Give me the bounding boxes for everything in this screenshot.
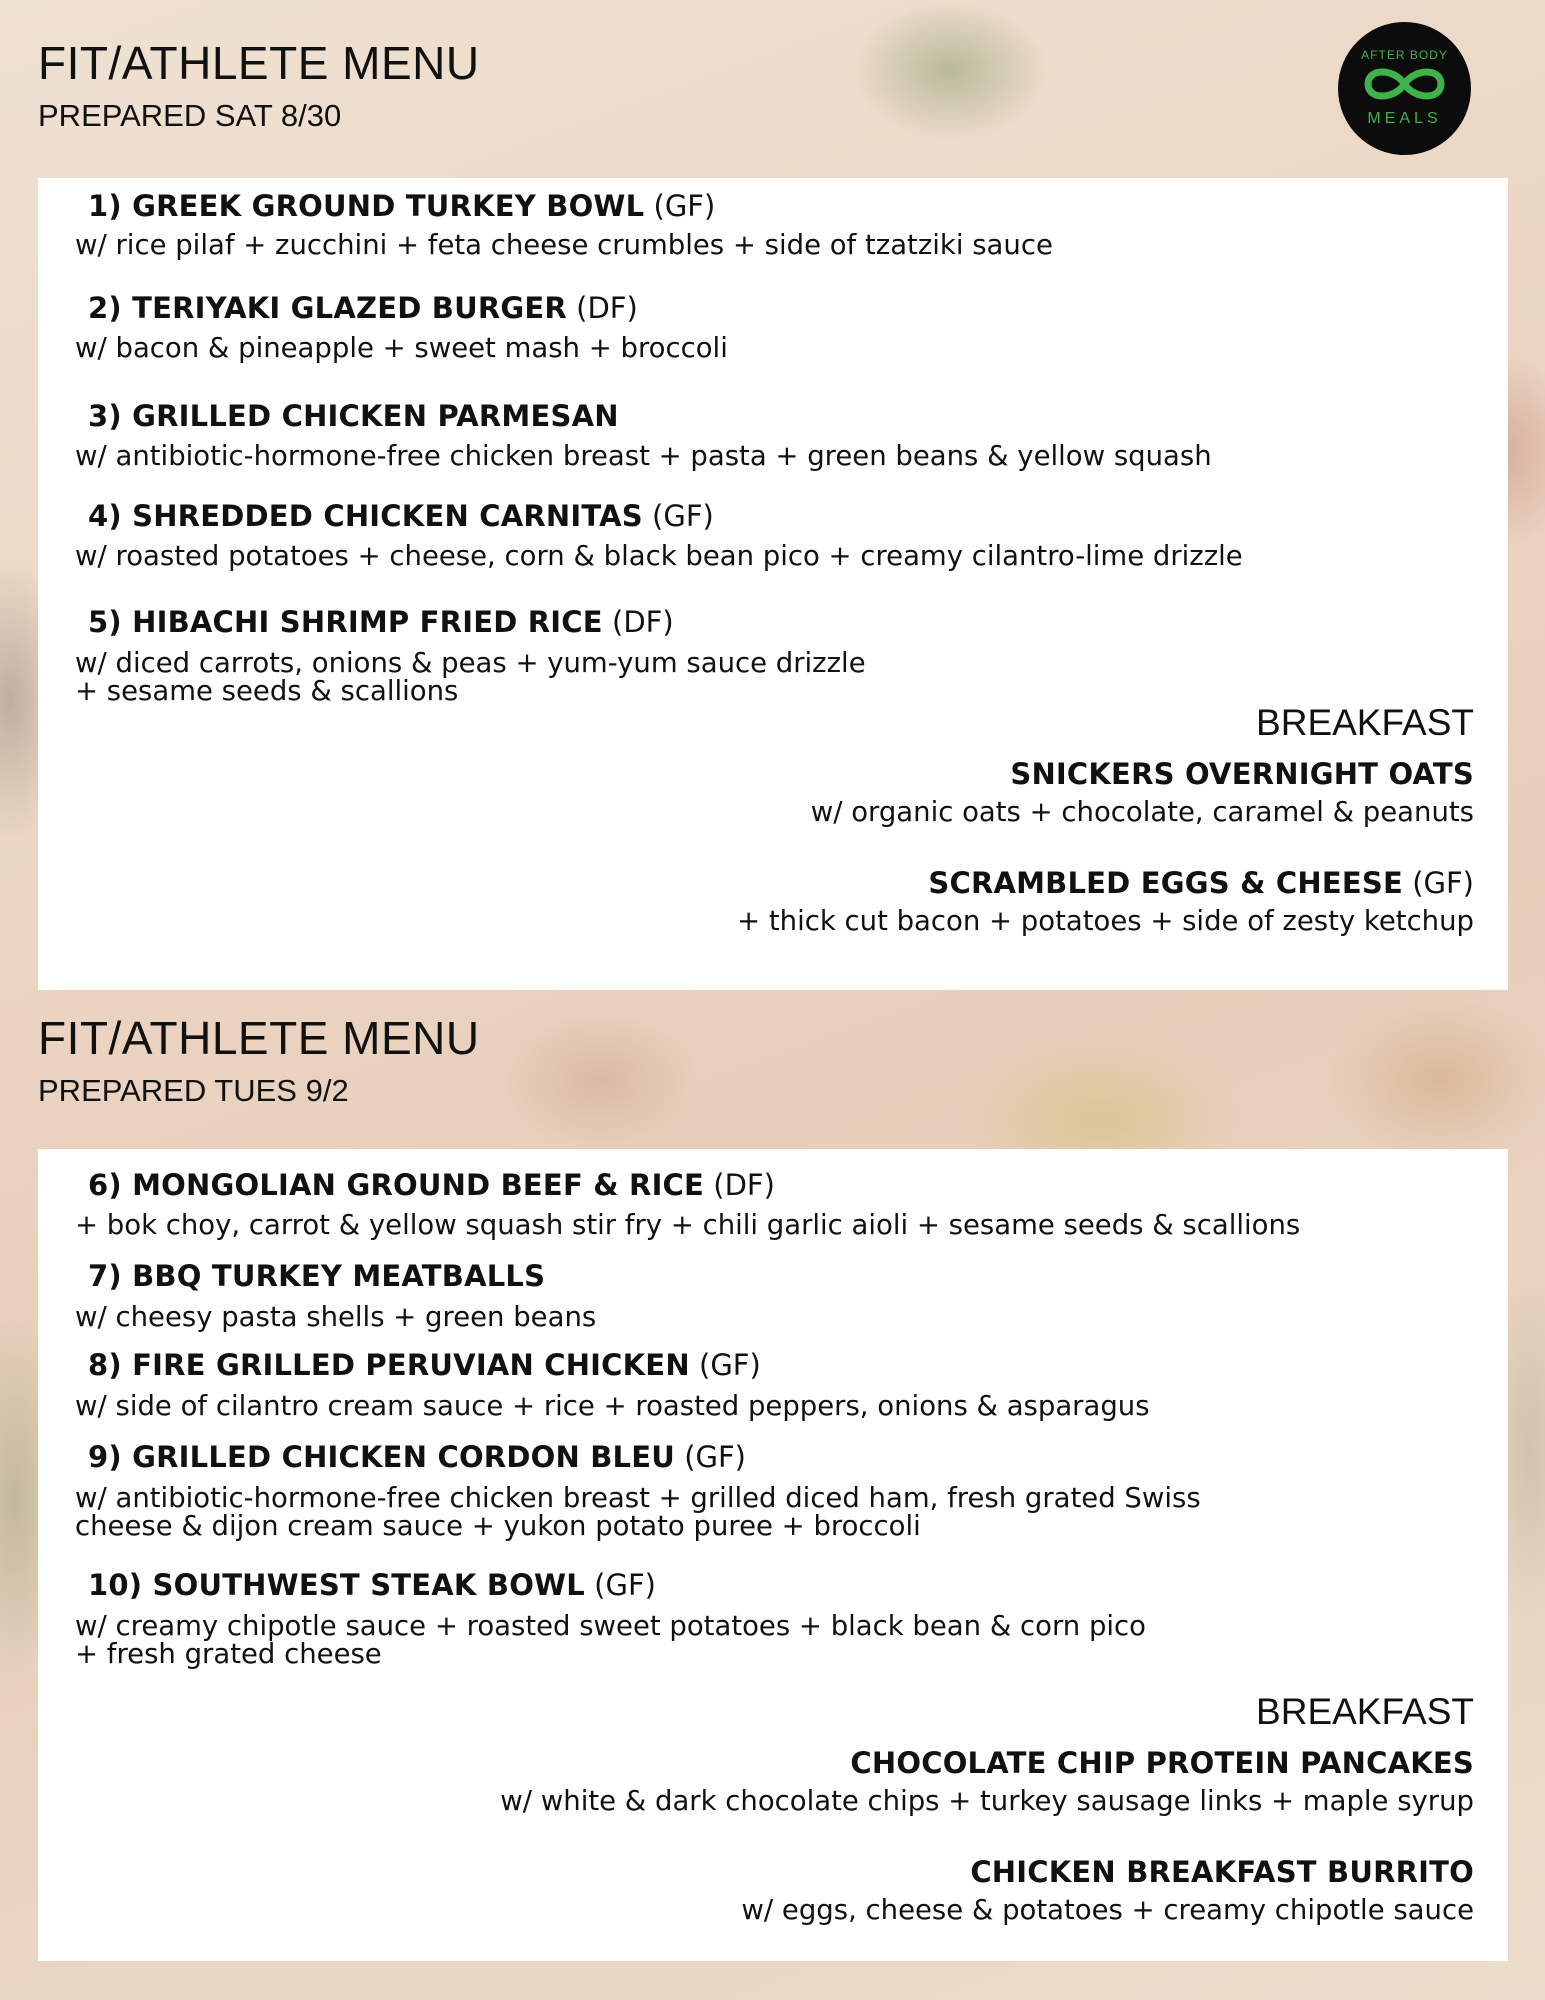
menu-card: [38, 178, 1508, 990]
menu-item-name: 6) MONGOLIAN GROUND BEEF & RICE (DF): [88, 1168, 775, 1202]
menu-item-name: 10) SOUTHWEST STEAK BOWL (GF): [88, 1568, 656, 1602]
menu-card: [38, 1149, 1508, 1961]
breakfast-item-name: SCRAMBLED EGGS & CHEESE (GF): [928, 866, 1474, 900]
menu-item-desc: w/ bacon & pineapple + sweet mash + broccoli: [75, 332, 728, 364]
breakfast-item-name: CHOCOLATE CHIP PROTEIN PANCAKES: [850, 1746, 1474, 1780]
menu-item-desc: w/ antibiotic-hormone-free chicken breast + grilled diced ham, fresh grated Swiss cheese & dijon cream sauce + yukon potato puree + broccoli: [75, 1482, 1201, 1542]
logo-bottom-text: MEALS: [1367, 110, 1442, 127]
menu-item-name: 8) FIRE GRILLED PERUVIAN CHICKEN (GF): [88, 1348, 761, 1382]
breakfast-item-name: SNICKERS OVERNIGHT OATS: [1010, 757, 1474, 791]
menu-item-name: 5) HIBACHI SHRIMP FRIED RICE (DF): [88, 605, 674, 639]
menu-title: FIT/ATHLETE MENU: [38, 37, 480, 89]
menu-item-name: 4) SHREDDED CHICKEN CARNITAS (GF): [88, 499, 714, 533]
breakfast-item-desc: w/ eggs, cheese & potatoes + creamy chipotle sauce: [741, 1894, 1474, 1926]
menu-item-name: 2) TERIYAKI GLAZED BURGER (DF): [88, 291, 638, 325]
menu-title: FIT/ATHLETE MENU: [38, 1012, 480, 1064]
logo-top-text: AFTER BODY: [1361, 48, 1448, 62]
menu-item-desc: w/ diced carrots, onions & peas + yum-yum sauce drizzle + sesame seeds & scallions: [75, 647, 866, 707]
menu-subtitle: PREPARED TUES 9/2: [38, 1073, 349, 1108]
menu-item-desc: w/ rice pilaf + zucchini + feta cheese crumbles + side of tzatziki sauce: [75, 229, 1053, 261]
menu-item-name: 7) BBQ TURKEY MEATBALLS: [88, 1259, 546, 1293]
menu-item-desc: w/ antibiotic-hormone-free chicken breast + pasta + green beans & yellow squash: [75, 440, 1212, 472]
breakfast-item-desc: w/ white & dark chocolate chips + turkey sausage links + maple syrup: [500, 1785, 1474, 1817]
breakfast-heading: BREAKFAST: [1256, 702, 1474, 743]
menu-item-desc: + bok choy, carrot & yellow squash stir fry + chili garlic aioli + sesame seeds & scallions: [75, 1209, 1301, 1241]
menu-item-desc: w/ cheesy pasta shells + green beans: [75, 1301, 597, 1333]
breakfast-item-desc: w/ organic oats + chocolate, caramel & peanuts: [810, 796, 1474, 828]
breakfast-item-name: CHICKEN BREAKFAST BURRITO: [970, 1855, 1474, 1889]
menu-item-desc: w/ roasted potatoes + cheese, corn & black bean pico + creamy cilantro-lime drizzle: [75, 540, 1243, 572]
menu-item-name: 1) GREEK GROUND TURKEY BOWL (GF): [88, 189, 716, 223]
menu-item-desc: w/ creamy chipotle sauce + roasted sweet potatoes + black bean & corn pico + fresh grated cheese: [75, 1610, 1146, 1670]
brand-logo: [1338, 22, 1471, 155]
menu-item-desc: w/ side of cilantro cream sauce + rice + roasted peppers, onions & asparagus: [75, 1390, 1150, 1422]
menu-item-name: 3) GRILLED CHICKEN PARMESAN: [88, 399, 619, 433]
infinity-icon: [1360, 62, 1449, 106]
menu-item-name: 9) GRILLED CHICKEN CORDON BLEU (GF): [88, 1440, 746, 1474]
breakfast-item-desc: + thick cut bacon + potatoes + side of zesty ketchup: [737, 905, 1474, 937]
menu-subtitle: PREPARED SAT 8/30: [38, 98, 342, 133]
breakfast-heading: BREAKFAST: [1256, 1691, 1474, 1732]
